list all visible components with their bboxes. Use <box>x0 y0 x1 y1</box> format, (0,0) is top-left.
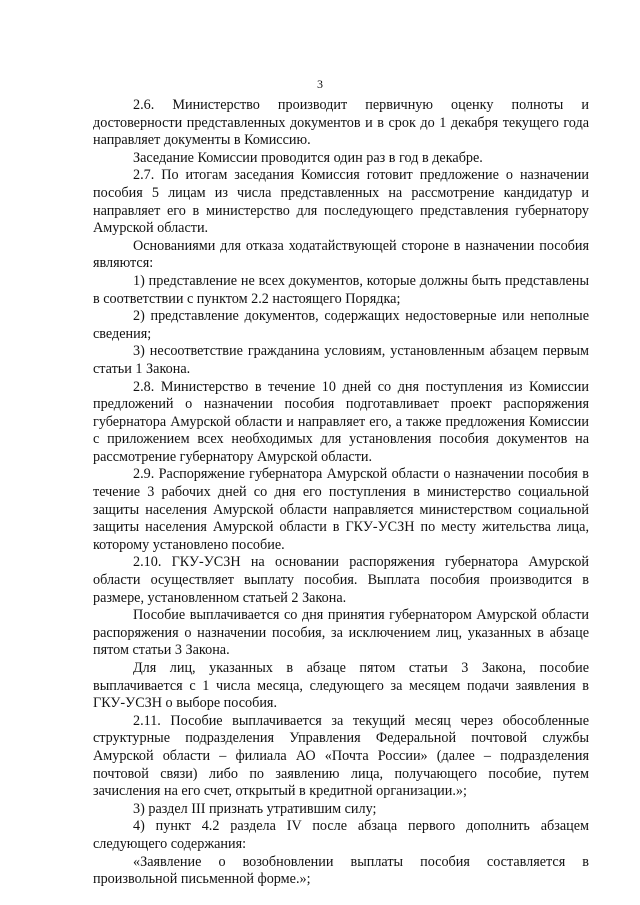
paragraph-section-3-repeal: 3) раздел III признать утратившим силу; <box>133 800 377 817</box>
paragraph-new-abzac-text: «Заявление о возобновлении выплаты пособия составляется в произвольной письменной форме.»; <box>93 853 589 888</box>
paragraph-payment-start-exception: Для лиц, указанных в абзаце пятом статьи 3 Закона, пособие выплачивается с 1 числа месяца, следующего за месяцем подачи заявления в ГКУ-УСЗН о выборе пособия. <box>93 660 589 712</box>
paragraph-refusal-grounds: Основаниями для отказа ходатайствующей стороне в назначении пособия являются: <box>93 237 589 272</box>
paragraph-ground-1: 1) представление не всех документов, которые должны быть представлены в соответствии с пунктом 2.2 настоящего Порядка; <box>93 272 589 307</box>
paragraph-2-9: 2.9. Распоряжение губернатора Амурской области о назначении пособия в течение 3 рабочих дней со дня его поступления в министерство социальной защиты населения Амурской области направляется министерством социальной защиты населения Амурской области в ГКУ-УСЗН по месту жительства лица, которому установлено пособие. <box>93 466 589 553</box>
paragraph-2-7: 2.7. По итогам заседания Комиссия готовит предложение о назначении пособия 5 лицам из числа представленных на рассмотрение кандидатур и направляет его в министерство для последующего представления губернатору Амурской области. <box>93 167 589 237</box>
paragraph-ground-3: 3) несоответствие гражданина условиям, установленным абзацем первым статьи 1 Закона. <box>93 343 589 377</box>
page-number: 3 <box>317 77 323 91</box>
paragraph-payment-start: Пособие выплачивается со дня принятия губернатором Амурской области распоряжения о назначении пособия, за исключением лиц, указанных в абзаце пятом статьи 3 Закона. <box>93 607 589 659</box>
document-body <box>93 97 589 889</box>
paragraph-2-6: 2.6. Министерство производит первичную оценку полноты и достоверности представленных документов и в срок до 1 декабря текущего года направляет документы в Комиссию. <box>93 97 589 149</box>
paragraph-2-8: 2.8. Министерство в течение 10 дней со дня поступления из Комиссии предложений о назначении пособия подготавливает проект распоряжения губернатора Амурской области и направляет его, а также предложения Комиссии с приложением всех необходимых для установления пособия документов на рассмотрение губернатору Амурской области. <box>93 378 589 465</box>
paragraph-ground-2: 2) представление документов, содержащих недостоверные или неполные сведения; <box>93 308 589 342</box>
paragraph-2-11: 2.11. Пособие выплачивается за текущий месяц через обособленные структурные подразделения Управления Федеральной почтовой службы Амурской области – филиала АО «Почта России» (далее – подразделения почтовой связи) либо по заявлению лица, получающего пособие, путем зачисления на его счет, открытый в кредитной организации.»; <box>93 712 589 800</box>
paragraph-point-4-2-amendment: 4) пункт 4.2 раздела IV после абзаца первого дополнить абзацем следующего содержания: <box>93 818 589 852</box>
paragraph-commission-meeting: Заседание Комиссии проводится один раз в год в декабре. <box>133 149 483 166</box>
paragraph-2-10: 2.10. ГКУ-УСЗН на основании распоряжения губернатора Амурской области осуществляет выплату пособия. Выплата пособия производится в размере, установленном статьей 2 Закона. <box>93 554 589 606</box>
